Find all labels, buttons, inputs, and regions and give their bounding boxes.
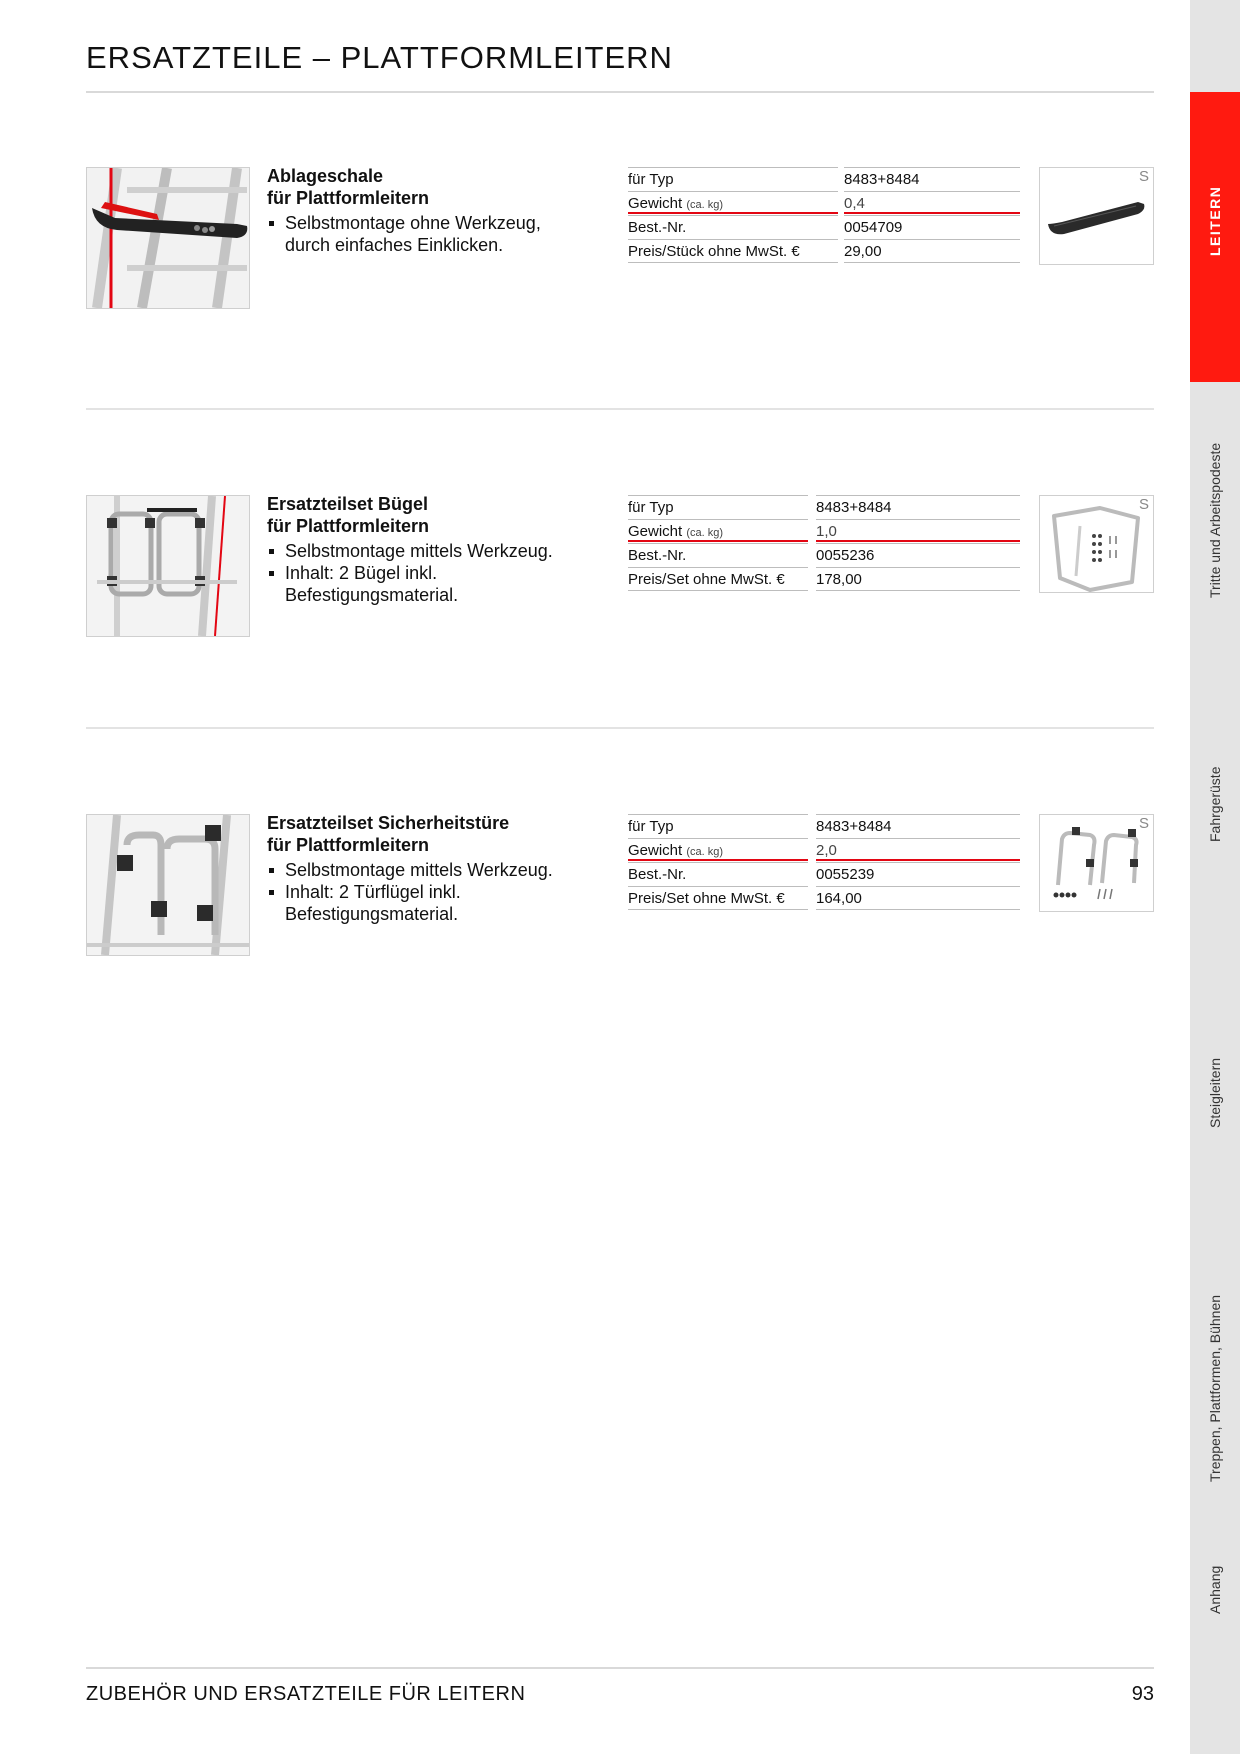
feature-list [267, 212, 587, 256]
spec-row-type: für Typ 8483+8484 [628, 495, 1020, 519]
section-divider [86, 408, 1154, 410]
feature-list [267, 859, 587, 925]
product-name: Ersatzteilset Sicherheitstüre für Plattformleitern [267, 813, 510, 855]
spec-row-weight: Gewicht (ca. kg) 2,0 [628, 838, 1020, 862]
feature-item: Inhalt: 2 Türflügel inkl. Befestigungsmaterial. [267, 881, 587, 925]
product-photo [86, 495, 250, 637]
spec-row-price: Preis/Stück ohne MwSt. € 29,00 [628, 239, 1020, 263]
footer-divider [86, 1667, 1154, 1669]
product-name: Ersatzteilset Bügel für Plattformleitern [267, 494, 430, 536]
s-badge: S [1138, 496, 1149, 513]
spec-row-type: für Typ 8483+8484 [628, 167, 1020, 191]
product-thumbnail [1039, 167, 1154, 265]
feature-item: Selbstmontage ohne Werkzeug, durch einfaches Einklicken. [267, 212, 587, 256]
feature-item: Inhalt: 2 Bügel inkl. Befestigungsmaterial. [267, 562, 587, 606]
product-ersatzteilset-sicherheitstuere [86, 814, 1154, 964]
side-tab-steigleitern[interactable]: Steigleitern [1207, 1057, 1223, 1128]
spec-table [628, 167, 1020, 263]
product-description [267, 165, 587, 256]
side-tab-anhang[interactable]: Anhang [1207, 1565, 1223, 1614]
side-tab-tritte[interactable]: Tritte und Arbeitspodeste [1207, 442, 1223, 598]
product-ablageschale [86, 167, 1154, 317]
footer-title: ZUBEHÖR UND ERSATZTEILE FÜR LEITERN [86, 1683, 526, 1705]
product-ersatzteilset-buegel [86, 495, 1154, 645]
feature-item: Selbstmontage mittels Werkzeug. [267, 859, 587, 881]
spec-table [628, 814, 1020, 910]
product-thumbnail [1039, 495, 1154, 593]
page-number: 93 [1131, 1683, 1154, 1705]
feature-item: Selbstmontage mittels Werkzeug. [267, 540, 587, 562]
section-divider [86, 727, 1154, 729]
product-photo [86, 814, 250, 956]
spec-row-order-no: Best.-Nr. 0055236 [628, 543, 1020, 567]
spec-row-price: Preis/Set ohne MwSt. € 178,00 [628, 567, 1020, 591]
product-thumbnail [1039, 814, 1154, 912]
side-tab-treppen[interactable]: Treppen, Plattformen, Bühnen [1207, 1294, 1223, 1482]
spec-row-price: Preis/Set ohne MwSt. € 164,00 [628, 886, 1020, 910]
product-description [267, 812, 587, 925]
feature-list [267, 540, 587, 606]
title-divider [86, 91, 1154, 93]
product-name: Ablageschale für Plattformleitern [267, 166, 430, 208]
spec-row-weight: Gewicht (ca. kg) 1,0 [628, 519, 1020, 543]
product-photo [86, 167, 250, 309]
page-title: ERSATZTEILE – PLATTFORMLEITERN [86, 40, 673, 75]
section-tab-bar [1190, 0, 1240, 1754]
spec-row-weight: Gewicht (ca. kg) 0,4 [628, 191, 1020, 215]
side-tab-fahrgerueste[interactable]: Fahrgerüste [1207, 766, 1223, 842]
spec-row-order-no: Best.-Nr. 0055239 [628, 862, 1020, 886]
s-badge: S [1138, 815, 1149, 832]
s-badge: S [1138, 168, 1149, 185]
spec-table [628, 495, 1020, 591]
product-description [267, 493, 587, 606]
side-tab-leitern[interactable]: LEITERN [1190, 92, 1240, 382]
spec-row-type: für Typ 8483+8484 [628, 814, 1020, 838]
spec-row-order-no: Best.-Nr. 0054709 [628, 215, 1020, 239]
